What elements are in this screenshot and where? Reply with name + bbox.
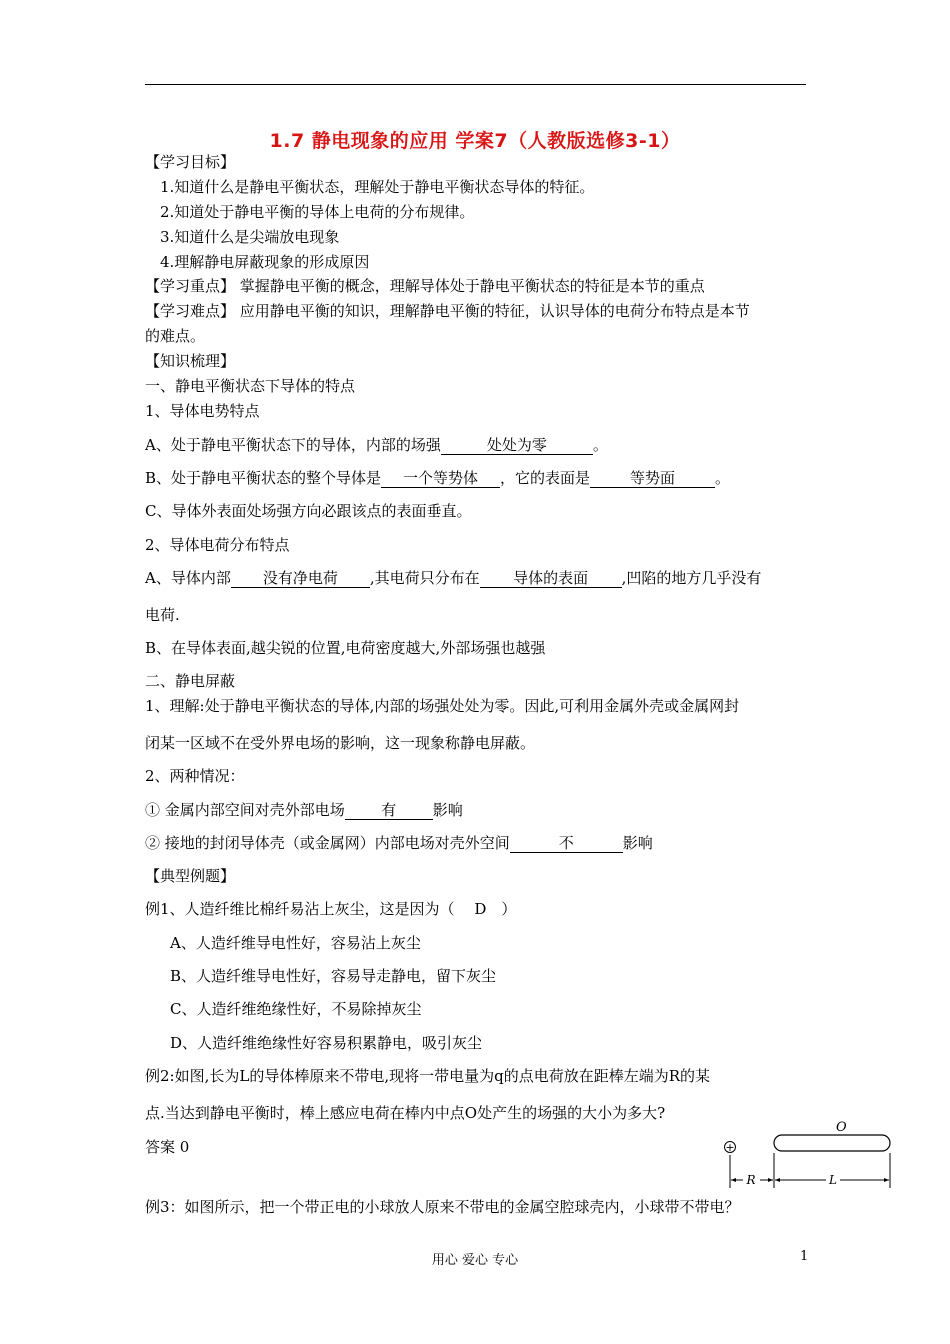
answer-blank: 没有净电荷 xyxy=(231,569,370,588)
objective-item: 2.知道处于静电平衡的导体上电荷的分布规律。 xyxy=(160,203,475,221)
label-r: R xyxy=(746,1173,756,1187)
answer-blank: 等势面 xyxy=(590,469,715,488)
page-number: 1 xyxy=(800,1249,809,1264)
text: ,其电荷只分布在 xyxy=(369,569,480,587)
example1-option: B、人造纤维导电性好，容易导走静电，留下灰尘 xyxy=(170,967,497,985)
key-point: 【学习重点】 掌握静电平衡的概念，理解导体处于静电平衡状态的特征是本节的重点 xyxy=(145,277,705,295)
example2-answer: 答案 0 xyxy=(145,1138,190,1156)
difficulty-line2: 的难点。 xyxy=(145,327,206,345)
text: ,凹陷的地方几乎没有 xyxy=(621,569,762,587)
fill-line-case2 xyxy=(145,833,653,853)
text: 影响 xyxy=(432,801,463,819)
knowledge-heading: 【知识梳理】 xyxy=(145,352,236,370)
answer-blank: 处处为零 xyxy=(441,436,593,455)
label-o: O xyxy=(836,1120,847,1135)
text: ② 接地的封闭导体壳（或金属网）内部电场对壳外空间 xyxy=(145,834,510,852)
fill-line-case1 xyxy=(145,800,463,820)
arrow-head xyxy=(884,1178,889,1182)
arrow-head xyxy=(731,1178,736,1182)
text: A、导体内部 xyxy=(145,569,231,587)
section1-heading: 一、静电平衡状态下导体的特点 xyxy=(145,377,356,395)
line-a2-cont: 电荷. xyxy=(145,606,180,624)
answer-blank: 一个等势体 xyxy=(381,469,500,488)
sub1-heading: 1、导体电势特点 xyxy=(145,402,260,420)
objective-item: 1.知道什么是静电平衡状态，理解处于静电平衡状态导体的特征。 xyxy=(160,178,595,196)
conductor-rod xyxy=(774,1135,890,1151)
example1-question: 例1、人造纤维比棉纤易沾上灰尘，这是因为（ D ） xyxy=(145,900,517,918)
cases-heading: 2、两种情况： xyxy=(145,767,245,785)
arrow-head xyxy=(768,1178,773,1182)
line-c1: C、导体外表面处场强方向必跟该点的表面垂直。 xyxy=(145,502,472,520)
understand-line1: 1、理解:处于静电平衡状态的导体,内部的场强处处为零。因此,可利用金属外壳或金属网封 xyxy=(145,697,740,715)
example2-line1: 例2:如图,长为L的导体棒原来不带电,现将一带电量为q的点电荷放在距棒左端为R的某 xyxy=(145,1067,710,1085)
arrow-head xyxy=(775,1178,780,1182)
difficulty-line1: 【学习难点】 应用静电平衡的知识，理解静电平衡的特征，认识导体的电荷分布特点是本节 xyxy=(145,302,750,320)
examples-heading: 【典型例题】 xyxy=(145,867,236,885)
text: B、处于静电平衡状态的整个导体是 xyxy=(145,469,382,487)
answer-blank: 导体的表面 xyxy=(480,569,622,588)
rod-charge-figure xyxy=(718,1114,898,1190)
fill-line-b1 xyxy=(145,468,730,488)
answer-blank: 不 xyxy=(510,834,623,853)
example1-option: D、人造纤维绝缘性好容易积累静电，吸引灰尘 xyxy=(170,1034,483,1052)
fill-line-a1 xyxy=(145,435,608,455)
example2-line2: 点.当达到静电平衡时，棒上感应电荷在棒内中点O处产生的场强的大小为多大? xyxy=(145,1104,666,1122)
page-title: 1.7 静电现象的应用 学案7（人教版选修3-1） xyxy=(269,130,681,152)
text: A、处于静电平衡状态下的导体，内部的场强 xyxy=(145,436,441,454)
fill-line-a2 xyxy=(145,568,761,588)
section2-heading: 二、静电屏蔽 xyxy=(145,672,236,690)
text: 。 xyxy=(592,436,608,454)
line-b2: B、在导体表面,越尖锐的位置,电荷密度越大,外部场强也越强 xyxy=(145,639,546,657)
text: ① 金属内部空间对壳外部电场 xyxy=(145,801,345,819)
example1-option: A、人造纤维导电性好，容易沾上灰尘 xyxy=(170,934,421,952)
text: 影响 xyxy=(622,834,653,852)
objective-item: 4.理解静电屏蔽现象的形成原因 xyxy=(160,253,370,271)
answer-blank: 有 xyxy=(345,801,433,820)
understand-line2: 闭某一区域不在受外界电场的影响，这一现象称静电屏蔽。 xyxy=(145,734,536,752)
example1-option: C、人造纤维绝缘性好，不易除掉灰尘 xyxy=(170,1000,422,1018)
charge-sign: + xyxy=(725,1141,735,1154)
footer-text: 用心 爱心 专心 xyxy=(431,1253,519,1268)
text: 。 xyxy=(715,469,731,487)
example3-question: 例3：如图所示，把一个带正电的小球放人原来不带电的金属空腔球壳内，小球带不带电？ xyxy=(145,1198,740,1216)
text: ，它的表面是 xyxy=(500,469,591,487)
header-rule xyxy=(145,84,806,85)
objective-item: 3.知道什么是尖端放电现象 xyxy=(160,228,340,246)
objectives-heading: 【学习目标】 xyxy=(145,153,236,171)
label-l: L xyxy=(829,1173,837,1187)
sub2-heading: 2、导体电荷分布特点 xyxy=(145,536,290,554)
